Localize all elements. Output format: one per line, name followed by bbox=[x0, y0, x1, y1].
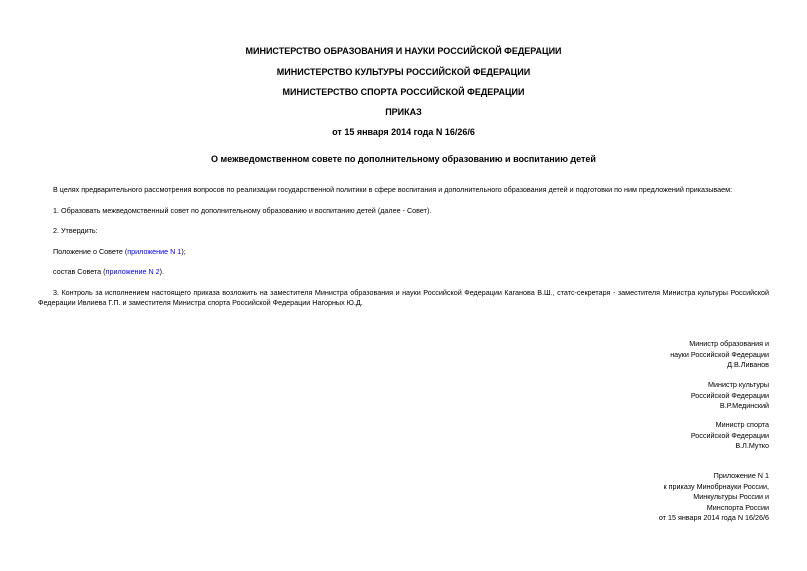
document-type: ПРИКАЗ bbox=[385, 107, 422, 117]
item-1-paragraph: 1. Образовать межведомственный совет по дополнительному образованию и воспитанию детей (далее - Совет). bbox=[53, 206, 432, 215]
appendix-reference-line: Минспорта России bbox=[706, 502, 769, 512]
item-3-line-1: 3. Контроль за исполнением настоящего приказа возложить на заместителя Министра образования и науки Российской Федерации Каганова В.Ш., статс-секретаря - заместителя Министра культуры Российской bbox=[53, 288, 769, 297]
signature-position: науки Российской Федерации bbox=[670, 349, 769, 359]
signature-position: Российской Федерации bbox=[690, 430, 769, 440]
signature-name: В.Р.Мединский bbox=[719, 401, 769, 410]
appendix-2-link[interactable]: приложение N 2 bbox=[105, 267, 160, 276]
ministry-title-2: МИНИСТЕРСТВО КУЛЬТУРЫ РОССИЙСКОЙ ФЕДЕРАЦИИ bbox=[276, 67, 531, 77]
signature-position: Министр образования и bbox=[689, 339, 769, 348]
appendix-reference-line: к приказу Минобрнауки России, bbox=[663, 481, 769, 491]
item-2b-paragraph bbox=[53, 267, 164, 277]
signature-name: В.Л.Мутко bbox=[735, 441, 769, 450]
appendix-reference-line: Минкультуры России и bbox=[693, 492, 769, 501]
item-2b-tail: ). bbox=[159, 267, 165, 276]
appendix-reference-block bbox=[659, 471, 769, 524]
appendix-reference-line: от 15 января 2014 года N 16/26/6 bbox=[658, 513, 769, 522]
signature-position: Министр культуры bbox=[708, 380, 769, 389]
ministry-title-3: МИНИСТЕРСТВО СПОРТА РОССИЙСКОЙ ФЕДЕРАЦИИ bbox=[282, 87, 525, 97]
item-3-paragraph bbox=[38, 288, 769, 308]
document-title: О межведомственном совете по дополнительному образованию и воспитанию детей bbox=[211, 154, 596, 164]
signature-position: Министр спорта bbox=[715, 420, 769, 429]
item-2a-tail: ); bbox=[181, 247, 186, 256]
signature-block-sport bbox=[691, 420, 769, 452]
item-2a-text: Положение о Совете ( bbox=[53, 247, 128, 256]
signature-name: Д.В.Ливанов bbox=[727, 360, 769, 369]
item-2b-text: состав Совета ( bbox=[53, 267, 106, 276]
signature-position: Российской Федерации bbox=[690, 390, 769, 400]
signature-block-culture bbox=[691, 380, 769, 412]
document-date: от 15 января 2014 года N 16/26/6 bbox=[332, 127, 475, 137]
item-2a-paragraph bbox=[53, 247, 186, 257]
signature-block-education bbox=[670, 339, 769, 371]
appendix-1-link[interactable]: приложение N 1 bbox=[127, 247, 182, 256]
item-3-line-2: Федерации Ивлиева Г.П. и заместителя Министра спорта Российской Федерации Нагорных Ю.Д. bbox=[38, 298, 363, 307]
ministry-title-1: МИНИСТЕРСТВО ОБРАЗОВАНИЯ И НАУКИ РОССИЙСКОЙ ФЕДЕРАЦИИ bbox=[245, 46, 562, 56]
item-2-paragraph: 2. Утвердить: bbox=[53, 226, 98, 235]
preamble-paragraph: В целях предварительного рассмотрения вопросов по реализации государственной политики в сфере воспитания и дополнительного образования детей и подготовки по ним предложений приказываем: bbox=[53, 185, 733, 194]
appendix-reference-line: Приложение N 1 bbox=[713, 471, 769, 480]
